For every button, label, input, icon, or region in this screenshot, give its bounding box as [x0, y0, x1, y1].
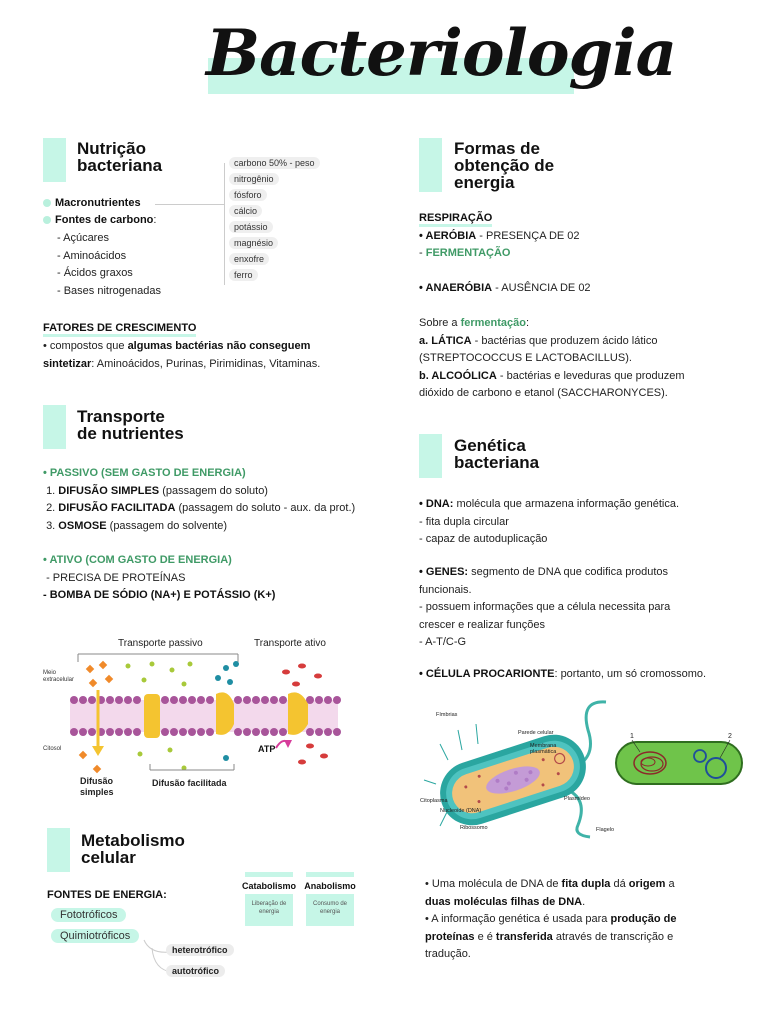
transporte-ativo: • ATIVO (COM GASTO DE ENERGIA) - PRECISA DE PROTEÍNAS - BOMBA DE SÓDIO (NA+) E POTÁSSIO (K+) — [43, 554, 276, 601]
section-bar-formas — [419, 138, 442, 192]
section-bar-transporte — [43, 405, 66, 449]
quimiotroficos-pill: Quimiotróficos — [51, 929, 139, 943]
carrier-protein — [216, 692, 234, 735]
catabolismo-strip — [245, 872, 293, 877]
anabolismo-label: Anabolismo — [304, 881, 356, 891]
heading-nutricao: Nutrição bacteriana — [77, 139, 163, 175]
label-flagelo: Flagelo — [596, 827, 615, 833]
label-ribossomo: Ribossomo — [460, 825, 488, 831]
heading-transporte: Transporte de nutrientes — [77, 407, 184, 443]
fatores-text: • compostos que algumas bactérias não conseguem sintetizar: Aminoácidos, Purinas, Pirimidinas, Vitaminas. — [43, 340, 321, 370]
bacterium-cell — [616, 742, 742, 784]
catabolismo-box: Liberação de energia — [245, 894, 293, 926]
macronutrient-pill: nitrogênio — [229, 173, 279, 185]
macronutrient-pill: carbono 50% - peso — [229, 157, 320, 169]
label-membrana: Membrana — [530, 743, 557, 749]
connector-line — [155, 204, 225, 205]
dna-block: • DNA: molécula que armazena informação genética. - fita dupla circular - capaz de autoduplicação — [419, 498, 680, 545]
connector-line — [224, 163, 225, 285]
channel-protein — [144, 694, 160, 738]
label-parede: Parede celular — [518, 730, 554, 736]
fontes-carbono-item: Fontes de carbono: — [43, 212, 156, 230]
svg-text:plasmática: plasmática — [530, 749, 557, 755]
section-bar-metabolismo — [47, 828, 70, 872]
bacteria-diagram — [418, 700, 633, 840]
difusao-simples-label-2: simples — [80, 787, 114, 797]
difusao-facilitada-label: Difusão facilitada — [152, 778, 227, 788]
chromosome-diagram — [612, 728, 747, 790]
fototroficos-pill: Fototróficos — [51, 908, 126, 922]
fatores-heading: FATORES DE CRESCIMENTO — [43, 320, 196, 338]
check-icon — [43, 199, 51, 207]
fontes-list: - Açúcares - Aminoácidos - Ácidos graxos - Bases nitrogenadas — [57, 232, 161, 297]
celula-procarionte: • CÉLULA PROCARIONTE: portanto, um só cromossomo. — [419, 668, 707, 680]
label-fimbrias: Fímbrias — [436, 712, 458, 718]
anabolismo-box: Consumo de energia — [306, 894, 354, 926]
label-plasmideo: Plasmídeo — [564, 796, 590, 802]
label-2: 2 — [728, 733, 732, 740]
heading-genetica: Genética bacteriana — [454, 436, 540, 472]
section-bar-nutricao — [43, 138, 66, 182]
heterotrofico-pill: heterotrófico — [166, 944, 234, 956]
atp-label: ATP — [258, 744, 276, 754]
page-title: Bacteriologia — [206, 16, 677, 91]
label-citoplasma: Citoplasma — [420, 798, 448, 804]
anabolismo-strip — [306, 872, 354, 877]
check-icon — [43, 216, 51, 224]
label-nucleoide: Nucleoide (DNA) — [440, 808, 482, 814]
genes-block: • GENES: segmento de DNA que codifica produtos funcionais. - possuem informações que a célula necessita para crescer e realizar funções - A-T/C-G — [419, 566, 671, 648]
diagram-ativo-label: Transporte ativo — [254, 638, 326, 649]
diagram-passivo-label: Transporte passivo — [118, 638, 203, 649]
fermentacao-block: Sobre a fermentação: a. LÁTICA - bactérias que produzem ácido lático (STREPTOCOCCUS E LACTOBACILLUS). b. ALCOÓLICA - bactérias e leveduras que produzem dióxido de carbono e etanol (SACCHARONYCES). — [419, 317, 685, 399]
svg-text:Meio: Meio — [43, 670, 57, 676]
transport-diagram — [40, 628, 345, 800]
macronutrientes-item: Macronutrientes — [43, 195, 141, 213]
heading-formas: Formas de obtenção de energia — [454, 139, 555, 192]
dna-replication-text: • Uma molécula de DNA de fita dupla dá origem a duas moléculas filhas de DNA. • A informação genética é usada para produção de proteínas e é transferida através de transcrição e tradução. — [425, 878, 677, 960]
catabolismo-label: Catabolismo — [241, 881, 296, 891]
svg-text:Citosol: Citosol — [43, 746, 62, 752]
macronutrient-pill: potássio — [229, 221, 273, 233]
transporte-passivo: • PASSIVO (SEM GASTO DE ENERGIA) 1. DIFUSÃO SIMPLES (passagem do soluto) 2. DIFUSÃO FACILITADA (passagem do soluto - aux. da prot.) 3. OSMOSE (passagem do solvente) — [43, 467, 356, 532]
autotrofico-pill: autotrófico — [166, 965, 225, 977]
respiracao-block: RESPIRAÇÃO • AERÓBIA - PRESENÇA DE 02 - FERMENTAÇÃO • ANAERÓBIA - AUSÊNCIA DE 02 — [419, 212, 591, 294]
label-1: 1 — [630, 733, 634, 740]
macronutrient-pill: cálcio — [229, 205, 262, 217]
macronutrient-pill: ferro — [229, 269, 258, 281]
macronutrient-pill: magnésio — [229, 237, 278, 249]
svg-text:extracelular: extracelular — [43, 677, 75, 683]
fontes-energia-label: FONTES DE ENERGIA: — [47, 889, 167, 901]
difusao-simples-label: Difusão — [80, 776, 114, 786]
heading-metabolismo: Metabolismo celular — [81, 831, 185, 867]
macronutrient-pill: fósforo — [229, 189, 267, 201]
macronutrient-pill: enxofre — [229, 253, 269, 265]
section-bar-genetica — [419, 434, 442, 478]
